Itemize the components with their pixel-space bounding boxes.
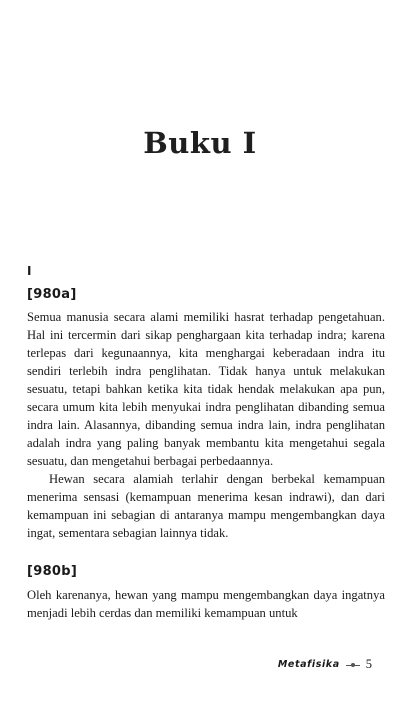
paragraph: Hewan secara alamiah terlahir dengan berbekal kemampuan menerima sensasi (kemampuan menerima kesan indrawi), dan dari kemampuan ini sebagian di antaranya mampu mengembangkan daya ingat, sementara sebagian lainnya tidak. xyxy=(27,472,385,540)
section-980a-body xyxy=(27,308,385,542)
page-footer xyxy=(278,657,372,672)
chapter-number: I xyxy=(27,264,32,278)
section-marker-980a: [980a] xyxy=(27,287,77,302)
section-980b-body xyxy=(27,586,385,622)
book-title: Buku I xyxy=(143,126,257,160)
running-head: Metafisika xyxy=(277,659,340,670)
divider-ornament-icon xyxy=(346,662,360,668)
paragraph: Oleh karenanya, hewan yang mampu mengembangkan daya ingatnya menjadi lebih cerdas dan memiliki kemampuan untuk xyxy=(27,588,385,620)
section-marker-980b: [980b] xyxy=(27,564,78,579)
page-number: 5 xyxy=(365,657,372,671)
paragraph: Semua manusia secara alami memiliki hasrat terhadap pengetahuan. Hal ini tercermin dari sikap penghargaan kita terhadap indra; karena terlepas dari kegunaannya, kita menghargai keberadaan indra itu sendiri terlebih indra penglihatan. Tidak hanya untuk melakukan sesuatu, tetapi bahkan ketika kita tidak hendak melakukan apa pun, secara umum kita lebih menyukai indra penglihatan dibanding semua indra lain. Alasannya, dibanding semua indra lain, indra penglihatan adalah indra yang paling banyak membantu kita mengetahui segala sesuatu, dan mengetahui berbagai perbedaannya. xyxy=(27,310,385,468)
